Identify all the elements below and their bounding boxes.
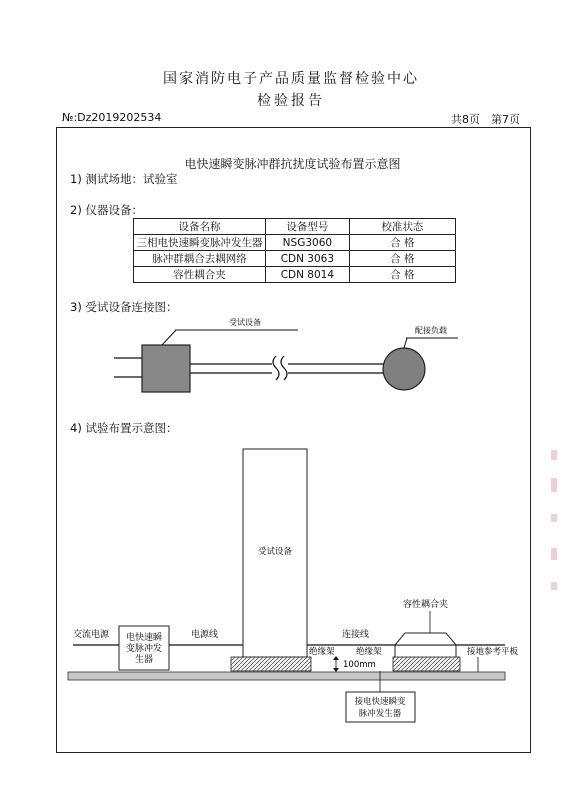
generator-label: 生器 xyxy=(134,655,154,665)
generator-connection-label: 脉冲发生器 xyxy=(358,709,402,719)
site-section: 1) 测试场地：试验室 xyxy=(70,172,178,186)
page-count: 共8页 第7页 xyxy=(451,113,520,126)
clamp-label: 容性耦合夹 xyxy=(403,600,449,610)
insulator-label: 绝缘架 xyxy=(356,647,382,657)
clamp-base xyxy=(393,657,460,671)
equipment-section: 2) 仪器设备： xyxy=(70,203,143,217)
ac-power-label: 交流电源 xyxy=(73,630,110,640)
connect-line-label: 连接线 xyxy=(342,630,370,640)
report-title: 检验报告 xyxy=(257,93,325,109)
power-line-label: 电源线 xyxy=(191,630,219,640)
table-cell: 脉冲群耦合去耦网络 xyxy=(134,251,266,267)
document-number: №:Dz2019202534 xyxy=(62,111,162,124)
insulator-block xyxy=(231,657,311,671)
layout-section: 4) 试验布置示意图： xyxy=(70,421,178,435)
stamp-mark xyxy=(551,548,557,560)
table-cell: CDN 8014 xyxy=(266,267,350,283)
table-cell: NSG3060 xyxy=(266,235,350,251)
column-header: 设备名称 xyxy=(134,219,266,235)
insulator-label: 绝缘架 xyxy=(309,647,335,657)
stamp-mark xyxy=(551,478,557,492)
figure-title: 电快速瞬变脉冲群抗扰度试验布置示意图 xyxy=(184,157,401,171)
stamp-mark xyxy=(551,450,557,460)
generator-label: 变脉冲发 xyxy=(125,644,163,654)
eut-caption: 受试设备 xyxy=(229,318,261,327)
table-cell: 合 格 xyxy=(349,235,455,251)
column-header: 设备型号 xyxy=(266,219,350,235)
org-title: 国家消防电子产品质量监督检验中心 xyxy=(163,71,419,87)
column-header: 校准状态 xyxy=(349,219,455,235)
table-cell: 合 格 xyxy=(349,251,455,267)
stamp-mark xyxy=(551,514,557,522)
eut-label: 受试设备 xyxy=(257,547,293,557)
stamp-mark xyxy=(551,582,557,590)
load-caption: 配接负载 xyxy=(415,326,447,335)
ground-plane xyxy=(68,672,505,680)
distance-label: 100mm xyxy=(343,660,376,670)
connection-section: 3) 受试设备连接图： xyxy=(70,300,178,314)
table-cell: 合 格 xyxy=(349,267,455,283)
generator-connection-label: 接电快速瞬变 xyxy=(354,697,406,707)
table-cell: CDN 3063 xyxy=(266,251,350,267)
ground-plane-label: 接地参考平板 xyxy=(467,647,519,657)
table-cell: 三相电快速瞬变脉冲发生器 xyxy=(134,235,266,251)
clamp-top xyxy=(395,633,456,645)
generator-label: 电快速瞬 xyxy=(125,633,163,643)
table-cell: 容性耦合夹 xyxy=(134,267,266,283)
